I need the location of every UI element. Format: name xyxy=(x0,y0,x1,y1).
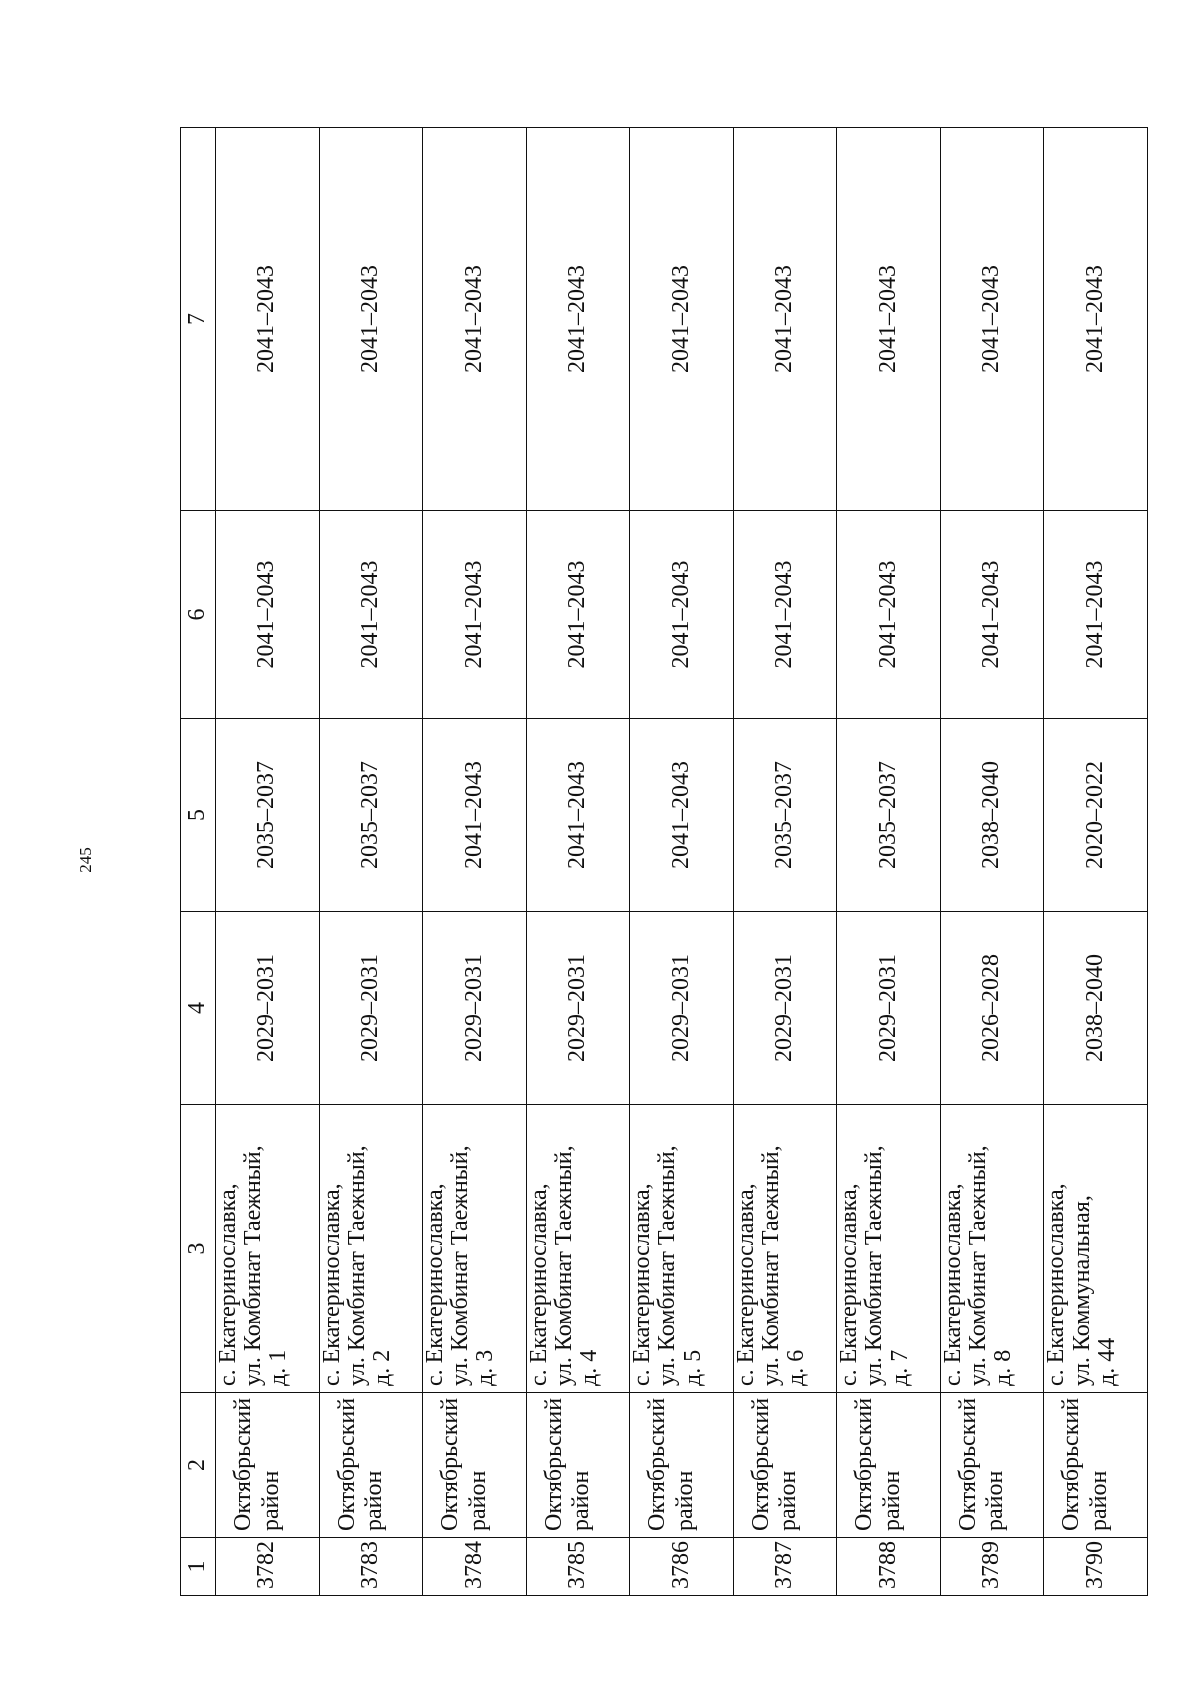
address-cell xyxy=(1044,1105,1148,1393)
district-cell: Октябрьский район xyxy=(319,1393,423,1538)
address-line: ул. Комбинат Таежный, xyxy=(447,1145,474,1386)
address-line: ул. Комбинат Таежный, xyxy=(757,1145,784,1386)
period-cell-col4: 2038–2040 xyxy=(1044,912,1148,1105)
period-cell-col5: 2035–2037 xyxy=(733,719,837,912)
address-line: с. Екатеринославка, xyxy=(732,1183,759,1386)
address-line: д. 5 xyxy=(679,1349,706,1386)
district-cell: Октябрьский район xyxy=(837,1393,941,1538)
address-line: ул. Комбинат Таежный, xyxy=(861,1145,888,1386)
address-cell xyxy=(837,1105,941,1393)
period-cell-col5: 2041–2043 xyxy=(630,719,734,912)
period-cell-col6: 2041–2043 xyxy=(526,511,630,719)
column-header: 7 xyxy=(181,128,216,511)
row-number-cell: 3783 xyxy=(319,1538,423,1596)
district-cell: Октябрьский район xyxy=(733,1393,837,1538)
address-line: д. 44 xyxy=(1093,1337,1120,1386)
column-header: 4 xyxy=(181,912,216,1105)
address-line: д. 6 xyxy=(783,1349,810,1386)
period-cell-col4: 2029–2031 xyxy=(423,912,527,1105)
table-row xyxy=(940,128,1044,1596)
period-cell-col7: 2041–2043 xyxy=(526,128,630,511)
address-line: д. 8 xyxy=(990,1349,1017,1386)
address-line: с. Екатеринославка, xyxy=(1043,1183,1070,1386)
table-row xyxy=(423,128,527,1596)
row-number-cell: 3784 xyxy=(423,1538,527,1596)
period-cell-col7: 2041–2043 xyxy=(216,128,320,511)
district-cell: Октябрьский район xyxy=(1044,1393,1148,1538)
address-line: д. 4 xyxy=(576,1349,603,1386)
period-cell-col6: 2041–2043 xyxy=(216,511,320,719)
period-cell-col7: 2041–2043 xyxy=(630,128,734,511)
district-cell: Октябрьский район xyxy=(526,1393,630,1538)
row-number-cell: 3785 xyxy=(526,1538,630,1596)
district-cell: Октябрьский район xyxy=(216,1393,320,1538)
district-cell: Октябрьский район xyxy=(630,1393,734,1538)
period-cell-col5: 2041–2043 xyxy=(423,719,527,912)
column-header: 2 xyxy=(181,1393,216,1538)
district-cell: Октябрьский район xyxy=(940,1393,1044,1538)
page-number: 245 xyxy=(76,847,95,873)
address-line: ул. Комбинат Таежный, xyxy=(550,1145,577,1386)
table-row xyxy=(216,128,320,1596)
address-line: д. 7 xyxy=(886,1349,913,1386)
row-number-cell: 3786 xyxy=(630,1538,734,1596)
column-header: 1 xyxy=(181,1538,216,1596)
address-line: д. 1 xyxy=(265,1349,292,1386)
period-cell-col6: 2041–2043 xyxy=(630,511,734,719)
address-cell xyxy=(733,1105,837,1393)
row-number-cell: 3790 xyxy=(1044,1538,1148,1596)
column-header: 3 xyxy=(181,1105,216,1393)
address-line: ул. Комбинат Таежный, xyxy=(343,1145,370,1386)
period-cell-col7: 2041–2043 xyxy=(837,128,941,511)
row-number-cell: 3789 xyxy=(940,1538,1044,1596)
address-line: ул. Комбинат Таежный, xyxy=(654,1145,681,1386)
period-cell-col4: 2029–2031 xyxy=(526,912,630,1105)
period-cell-col4: 2029–2031 xyxy=(216,912,320,1105)
table-row xyxy=(1044,128,1148,1596)
period-cell-col5: 2041–2043 xyxy=(526,719,630,912)
period-cell-col5: 2035–2037 xyxy=(216,719,320,912)
data-table xyxy=(180,127,1148,1596)
column-header: 5 xyxy=(181,719,216,912)
period-cell-col4: 2029–2031 xyxy=(319,912,423,1105)
row-number-cell: 3788 xyxy=(837,1538,941,1596)
period-cell-col7: 2041–2043 xyxy=(1044,128,1148,511)
period-cell-col5: 2038–2040 xyxy=(940,719,1044,912)
address-line: с. Екатеринославка, xyxy=(422,1183,449,1386)
table-row xyxy=(630,128,734,1596)
address-line: с. Екатеринославка, xyxy=(215,1183,241,1386)
address-line: с. Екатеринославка, xyxy=(525,1183,552,1386)
address-line: с. Екатеринославка, xyxy=(836,1183,863,1386)
table-row xyxy=(733,128,837,1596)
period-cell-col6: 2041–2043 xyxy=(733,511,837,719)
address-cell xyxy=(423,1105,527,1393)
header-row xyxy=(181,128,216,1596)
period-cell-col5: 2035–2037 xyxy=(837,719,941,912)
table-row xyxy=(526,128,630,1596)
address-cell xyxy=(940,1105,1044,1393)
address-cell xyxy=(630,1105,734,1393)
table-row xyxy=(319,128,423,1596)
address-cell xyxy=(319,1105,423,1393)
period-cell-col5: 2035–2037 xyxy=(319,719,423,912)
period-cell-col5: 2020–2022 xyxy=(1044,719,1148,912)
period-cell-col7: 2041–2043 xyxy=(733,128,837,511)
column-header: 6 xyxy=(181,511,216,719)
period-cell-col6: 2041–2043 xyxy=(940,511,1044,719)
address-line: ул. Комбинат Таежный, xyxy=(240,1145,267,1386)
table-row xyxy=(837,128,941,1596)
period-cell-col6: 2041–2043 xyxy=(423,511,527,719)
period-cell-col4: 2026–2028 xyxy=(940,912,1044,1105)
row-number-cell: 3782 xyxy=(216,1538,320,1596)
address-line: д. 3 xyxy=(472,1349,499,1386)
address-line: ул. Коммунальная, xyxy=(1068,1195,1095,1386)
address-line: д. 2 xyxy=(368,1349,395,1386)
district-cell: Октябрьский район xyxy=(423,1393,527,1538)
period-cell-col6: 2041–2043 xyxy=(837,511,941,719)
period-cell-col7: 2041–2043 xyxy=(319,128,423,511)
period-cell-col4: 2029–2031 xyxy=(630,912,734,1105)
address-line: с. Екатеринославка, xyxy=(939,1183,966,1386)
period-cell-col6: 2041–2043 xyxy=(319,511,423,719)
period-cell-col7: 2041–2043 xyxy=(423,128,527,511)
row-number-cell: 3787 xyxy=(733,1538,837,1596)
address-cell xyxy=(216,1105,320,1393)
period-cell-col4: 2029–2031 xyxy=(837,912,941,1105)
period-cell-col4: 2029–2031 xyxy=(733,912,837,1105)
address-line: ул. Комбинат Таежный, xyxy=(965,1145,992,1386)
period-cell-col7: 2041–2043 xyxy=(940,128,1044,511)
address-line: с. Екатеринославка, xyxy=(629,1183,656,1386)
address-line: с. Екатеринославка, xyxy=(318,1183,345,1386)
rotated-table-container xyxy=(180,128,1148,1596)
period-cell-col6: 2041–2043 xyxy=(1044,511,1148,719)
address-cell xyxy=(526,1105,630,1393)
